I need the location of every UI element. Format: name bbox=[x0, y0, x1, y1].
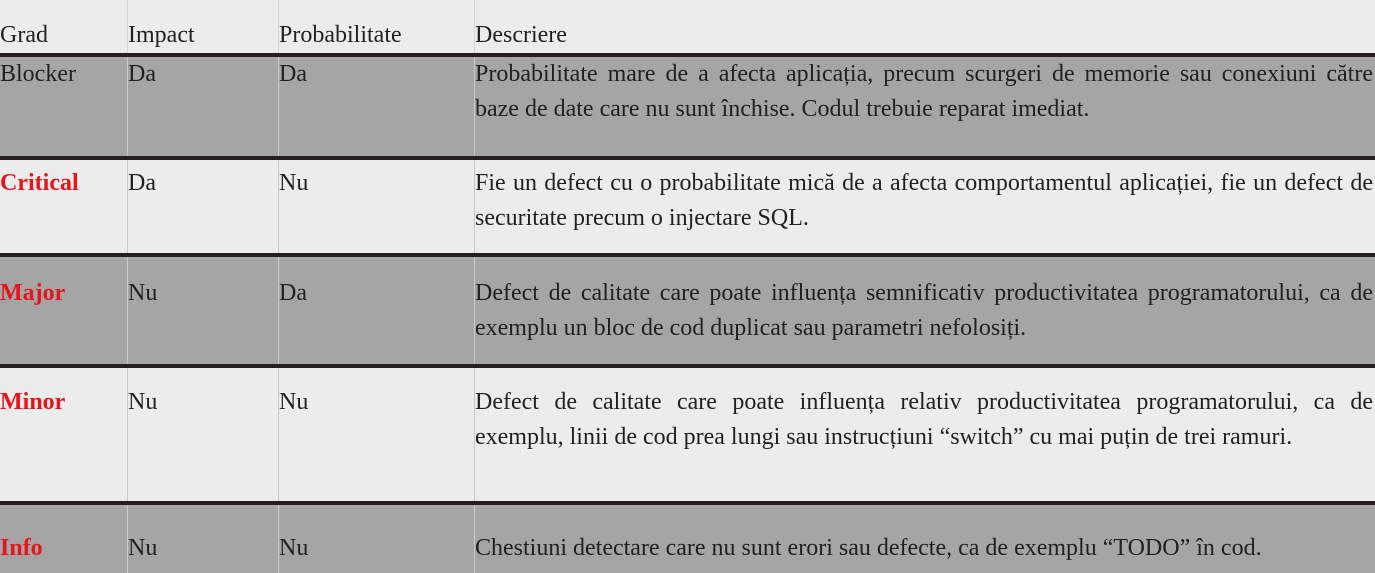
header-cell-grad: Grad bbox=[0, 22, 48, 48]
impact-cell: Da bbox=[127, 57, 277, 156]
grade-cell bbox=[0, 160, 126, 253]
description-cell: Fie un defect cu o probabilitate mică de a afecta comportamentul aplicației, fie un defect de securitate precum o injectare SQL. bbox=[474, 160, 1373, 253]
grade-cell bbox=[0, 505, 126, 573]
table-row bbox=[0, 368, 1375, 501]
impact-cell: Nu bbox=[127, 505, 277, 573]
probability-cell: Da bbox=[278, 257, 473, 364]
header-cell-descriere: Descriere bbox=[474, 0, 1373, 53]
impact-cell: Da bbox=[127, 160, 277, 253]
probability-cell: Nu bbox=[278, 505, 473, 573]
grade-major: Major bbox=[0, 280, 66, 306]
grade-cell bbox=[0, 257, 126, 364]
table-row bbox=[0, 257, 1375, 364]
grade-blocker: Blocker bbox=[0, 61, 76, 87]
probability-cell: Nu bbox=[278, 368, 473, 501]
header-cell-impact: Impact bbox=[127, 0, 277, 53]
impact-cell: Nu bbox=[127, 257, 277, 364]
table-header bbox=[0, 0, 1375, 53]
table-row bbox=[0, 160, 1375, 253]
table-row bbox=[0, 57, 1375, 156]
description-cell: Defect de calitate care poate influența semnificativ productivitatea programatorului, ca de exemplu un bloc de cod duplicat sau parametri nefolosiți. bbox=[474, 257, 1373, 364]
grade-minor: Minor bbox=[0, 389, 66, 415]
grade-cell bbox=[0, 368, 126, 501]
description-cell: Chestiuni detectare care nu sunt erori sau defecte, ca de exemplu “TODO” în cod. bbox=[474, 505, 1373, 573]
header-cell-probabilitate: Probabilitate bbox=[278, 0, 473, 53]
description-cell: Defect de calitate care poate influența relativ productivitatea programatorului, ca de exemplu, linii de cod prea lungi sau instrucțiuni “switch” cu mai puțin de trei ramuri. bbox=[474, 368, 1373, 501]
grade-critical: Critical bbox=[0, 170, 79, 196]
probability-cell: Nu bbox=[278, 160, 473, 253]
description-cell: Probabilitate mare de a afecta aplicația, precum scurgeri de memorie sau conexiuni către baze de date care nu sunt închise. Codul trebuie reparat imediat. bbox=[474, 57, 1373, 156]
impact-cell: Nu bbox=[127, 368, 277, 501]
table-row bbox=[0, 505, 1375, 573]
grade-cell bbox=[0, 57, 126, 156]
grade-info: Info bbox=[0, 535, 43, 561]
probability-cell: Da bbox=[278, 57, 473, 156]
